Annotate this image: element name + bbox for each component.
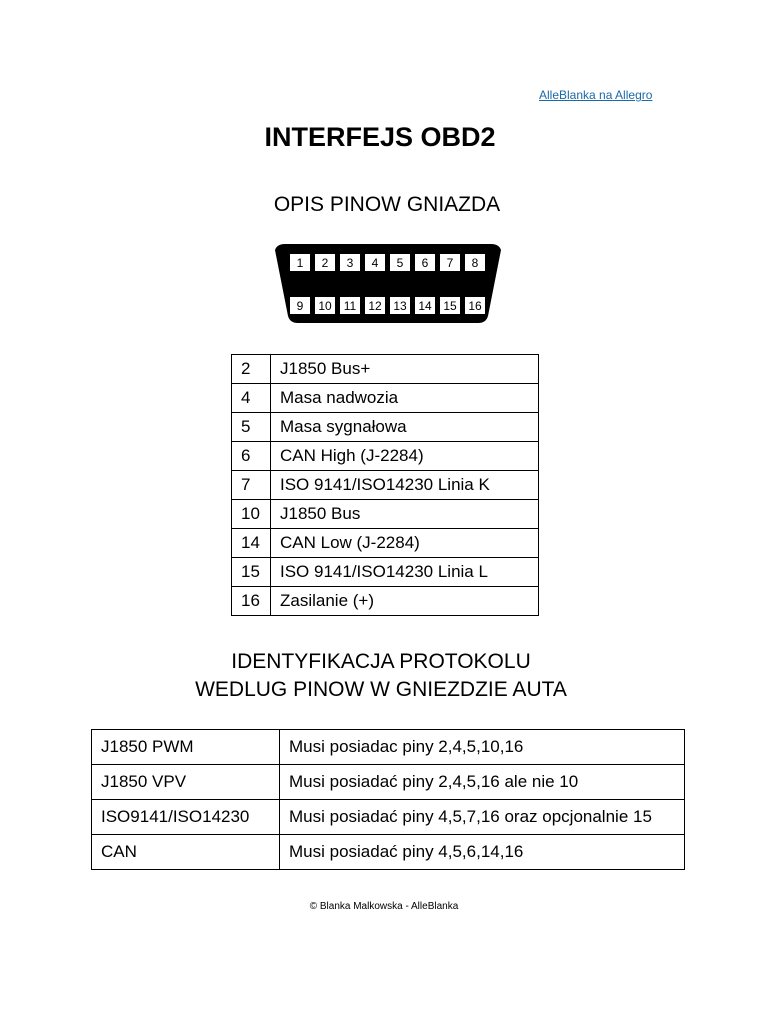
- connector-pin-number: 6: [421, 256, 429, 270]
- connector-pin-number: 10: [318, 299, 332, 313]
- connector-pin-number: 8: [471, 256, 479, 270]
- protocol-name-cell: ISO9141/ISO14230: [92, 800, 280, 835]
- pin-number-cell: 4: [232, 384, 271, 413]
- connector-pin-number: 1: [296, 256, 304, 270]
- pin-number-cell: 14: [232, 529, 271, 558]
- pin-description-cell: Masa nadwozia: [271, 384, 539, 413]
- protocol-requirement-cell: Musi posiadać piny 2,4,5,16 ale nie 10: [280, 765, 685, 800]
- table-row: [92, 730, 685, 765]
- copyright-footer: © Blanka Malkowska - AlleBlanka: [309, 901, 459, 912]
- protocol-name-cell: J1850 VPV: [92, 765, 280, 800]
- pin-number-cell: 10: [232, 500, 271, 529]
- protocol-requirement-cell: Musi posiadac piny 2,4,5,10,16: [280, 730, 685, 765]
- table-row: [232, 587, 539, 616]
- pin-description-table: [231, 354, 539, 616]
- table-row: [92, 800, 685, 835]
- pin-description-cell: J1850 Bus+: [271, 355, 539, 384]
- protocol-table: [91, 729, 685, 870]
- pin-description-cell: Zasilanie (+): [271, 587, 539, 616]
- protocol-requirement-cell: Musi posiadać piny 4,5,7,16 oraz opcjonalnie 15: [280, 800, 685, 835]
- pin-number-cell: 15: [232, 558, 271, 587]
- table-row: [232, 413, 539, 442]
- alleblanka-allegro-link[interactable]: AlleBlanka na Allegro: [539, 88, 653, 102]
- protocol-heading-line2: WEDLUG PINOW W GNIEZDZIE AUTA: [195, 678, 567, 701]
- table-row: [232, 384, 539, 413]
- pin-description-cell: Masa sygnałowa: [271, 413, 539, 442]
- connector-pin-number: 4: [371, 256, 379, 270]
- pinout-subtitle: OPIS PINOW GNIAZDA: [273, 193, 501, 216]
- pin-number-cell: 2: [232, 355, 271, 384]
- table-row: [232, 471, 539, 500]
- pin-description-cell: ISO 9141/ISO14230 Linia L: [271, 558, 539, 587]
- page-title: INTERFEJS OBD2: [264, 122, 496, 152]
- table-row: [232, 355, 539, 384]
- pin-description-cell: ISO 9141/ISO14230 Linia K: [271, 471, 539, 500]
- table-row: [92, 765, 685, 800]
- connector-pin-number: 7: [446, 256, 454, 270]
- pin-number-cell: 16: [232, 587, 271, 616]
- obd2-connector-diagram: [269, 242, 507, 326]
- table-row: [232, 442, 539, 471]
- connector-pin-number: 16: [468, 299, 482, 313]
- connector-pin-number: 15: [443, 299, 457, 313]
- protocol-name-cell: CAN: [92, 835, 280, 870]
- protocol-heading-line1: IDENTYFIKACJA PROTOKOLU: [231, 650, 531, 673]
- connector-pin-number: 3: [346, 256, 354, 270]
- protocol-heading: [0, 648, 762, 704]
- pin-description-cell: J1850 Bus: [271, 500, 539, 529]
- pin-number-cell: 7: [232, 471, 271, 500]
- connector-pin-number: 11: [343, 299, 357, 313]
- connector-pin-number: 5: [396, 256, 404, 270]
- connector-pin-number: 12: [368, 299, 382, 313]
- connector-pin-number: 9: [296, 299, 304, 313]
- protocol-name-cell: J1850 PWM: [92, 730, 280, 765]
- table-row: [232, 558, 539, 587]
- connector-pin-number: 14: [418, 299, 432, 313]
- table-row: [92, 835, 685, 870]
- connector-pin-number: 2: [321, 256, 329, 270]
- protocol-requirement-cell: Musi posiadać piny 4,5,6,14,16: [280, 835, 685, 870]
- connector-pin-number: 13: [393, 299, 407, 313]
- table-row: [232, 500, 539, 529]
- pin-description-cell: CAN High (J-2284): [271, 442, 539, 471]
- pin-number-cell: 6: [232, 442, 271, 471]
- pin-number-cell: 5: [232, 413, 271, 442]
- pin-description-cell: CAN Low (J-2284): [271, 529, 539, 558]
- table-row: [232, 529, 539, 558]
